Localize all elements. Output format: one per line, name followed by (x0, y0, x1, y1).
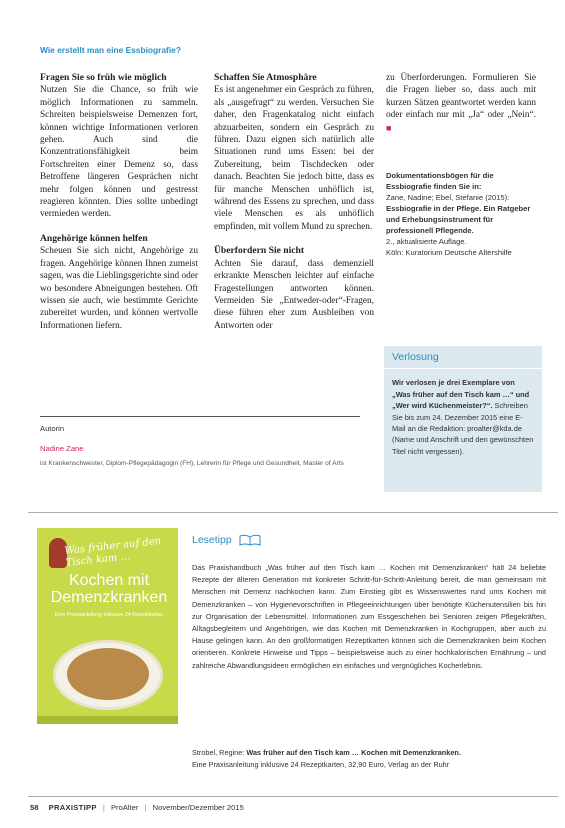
soup-icon (67, 648, 149, 700)
paragraph: Nutzen Sie die Chance, so früh wie möglich Informationen zu sammeln. Schreiten beispielsweise Demenzen fort, können wichtige Informationen verloren gehen. Auch sind die Konzentrationsfähigkeit beim Fortschreiten einer Demenz so, dass Betroffene längeren Gesprächen nicht mehr folgen können und gestresst reagieren könnten. Dies sollte unbedingt vermieden werden. (40, 85, 198, 220)
article-column-3 (386, 72, 536, 147)
author-description: ist Krankenschwester, Diplom-Pflegepädagogin (FH), Lehrerin für Pflege und Gesundheit, Master of Arts (40, 459, 344, 467)
footer-divider (28, 796, 558, 797)
section-divider (28, 512, 558, 513)
reading-tip-reference: Strobel, Regine: Was früher auf den Tisch kam … Kochen mit Demenzkranken. Eine Praxisanleitung inklusive 24 Rezeptkarten, 32,90 Euro, Verlag an der Ruhr (192, 748, 461, 769)
documentation-note (386, 170, 538, 258)
reading-tip-heading: Lesetipp (192, 534, 261, 546)
book-cover-script-title: Was früher auf den Tisch kam … (64, 535, 162, 569)
paragraph: zu Überforderungen. Formulieren Sie die Fragen lieber so, dass auch mit kurzen Sätzen geantwortet werden kann oder einfach nur mit „Ja“ oder „Nein“. ■ (386, 73, 536, 133)
docs-edition: 2., aktualisierte Auflage. (386, 237, 467, 246)
book-cover-main-title: Kochen mit Demenzkranken (50, 572, 168, 606)
giveaway-text: Schreiben Sie bis zum 24. Dezember 2015 eine E-Mail an die Redaktion: proalter@kda.de (Name und Anschrift und den gewünschten Titel nicht vergessen). (392, 401, 534, 456)
paragraph: Achten Sie darauf, dass demenziell erkrankte Menschen leichter auf einfache Fragestellungen antworten können. Vermeiden Sie „Entweder-oder“-Fragen, diese führen eher zum Ausbleiben von Antworten oder (214, 258, 374, 331)
book-cover-bar (37, 716, 178, 724)
paragraph: Scheuen Sie sich nicht, Angehörige zu fragen. Angehörige können Ihnen zumeist sagen, was die Lieblingsgerichte sind oder wo besondere Abneigungen bestehen. Oft wissen sie auch, wie bestimmte Gerichte zubereitet wurden, und können wertvolle Informationen liefern. (40, 246, 199, 331)
author-name: Nadine Zane (40, 444, 84, 454)
subheading: Überfordern Sie nicht (214, 245, 305, 257)
subheading: Schaffen Sie Atmosphäre (214, 72, 317, 83)
page-number: 58 (30, 803, 39, 812)
article-column-1 (40, 72, 198, 344)
reading-tip-text: Das Praxishandbuch „Was früher auf den Tisch kam … Kochen mit Demenzkranken“ hält 24 beliebte Rezepte der älteren Generation mit konkreter Schritt-für-Schritt-Anleitung bereit, die man gemeinsam mit Menschen mit Demenz nachkochen kann. Zum Einstieg gibt es Wissenswertes rund ums Kochen mit Demenzkranken – von Hygienevorschriften in Pflegeeinrichtungen über benötigte Küchenutensilien bis hin zur Organisation der Lebensmittel. Informationen zum Essgeschehen bei Senioren zeigen Pflegekräften, Alltagsbegleitern und Angehörigen, wie das Kochen mit Demenzkranken in Kochgruppen, aber auch zu Hause gelingen kann. An den großformatigen Rezeptkarten können sich die Demenzkranken beim Kochen orientieren. Konkrete Hinweise und Tipps – beispielsweise auch zu einer hochkalorischen Ernährung – und zahlreiche Abwandlungsideen ermöglichen ein einfaches und vergnügliches Kocherlebnis. (192, 563, 546, 670)
docs-title: Essbiografie in der Pflege. Ein Ratgeber und Erhebungsinstrument für professionell Pflegende. (386, 204, 531, 235)
giveaway-box (384, 346, 542, 492)
end-mark-icon: ■ (386, 122, 392, 133)
article-column-2 (214, 72, 374, 344)
footer-section: PRAXISTIPP (48, 803, 97, 812)
subheading: Angehörige können helfen (40, 232, 148, 244)
book-cover-image (37, 528, 178, 724)
docs-heading: Dokumentationsbögen für die Essbiografie finden Sie in: (386, 171, 494, 191)
paragraph: Es ist angenehmer ein Gespräch zu führen, als „ausgefragt“ zu werden. Versuchen Sie daher, den Fragenkatalog nicht einfach abzuarbeiten, sondern ein Gespräch zu führen. Dazu eignen sich natürlich alle Situationen rund ums Essen: bei der Zubereitung, beim Tischdecken oder danach. Beachten Sie jedoch bitte, dass es für manche Menschen unhöflich ist, während des Essens zu sprechen, und dass viele Menschen es als unhöflich empfinden, mit vollem Mund zu sprechen. (214, 85, 374, 232)
giveaway-intro: Wir verlosen je drei Exemplare von „Was früher auf den Tisch kam …“ und „Wer wird Küchenmeister?“. (392, 378, 530, 411)
docs-publisher: Köln: Kuratorium Deutsche Altershilfe (386, 248, 512, 257)
open-book-icon (239, 534, 261, 546)
page-footer: 58 PRAXISTIPP | ProAlter | November/Dezember 2015 (30, 803, 244, 812)
book-cover-subtitle: Eine Praxisanleitung inklusive 24 Rezeptkarten (54, 612, 164, 618)
author-label: Autorin (40, 424, 65, 433)
giveaway-heading: Verlosung (384, 346, 542, 369)
subheading: Fragen Sie so früh wie möglich (40, 72, 167, 83)
author-box (40, 416, 360, 469)
docs-authors: Zane, Nadine; Ebel, Stefanie (2015): (386, 193, 510, 202)
footer-brand: ProAlter (110, 803, 139, 812)
footer-issue: November/Dezember 2015 (152, 803, 244, 812)
section-title: Wie erstellt man eine Essbiografie? (40, 45, 181, 55)
